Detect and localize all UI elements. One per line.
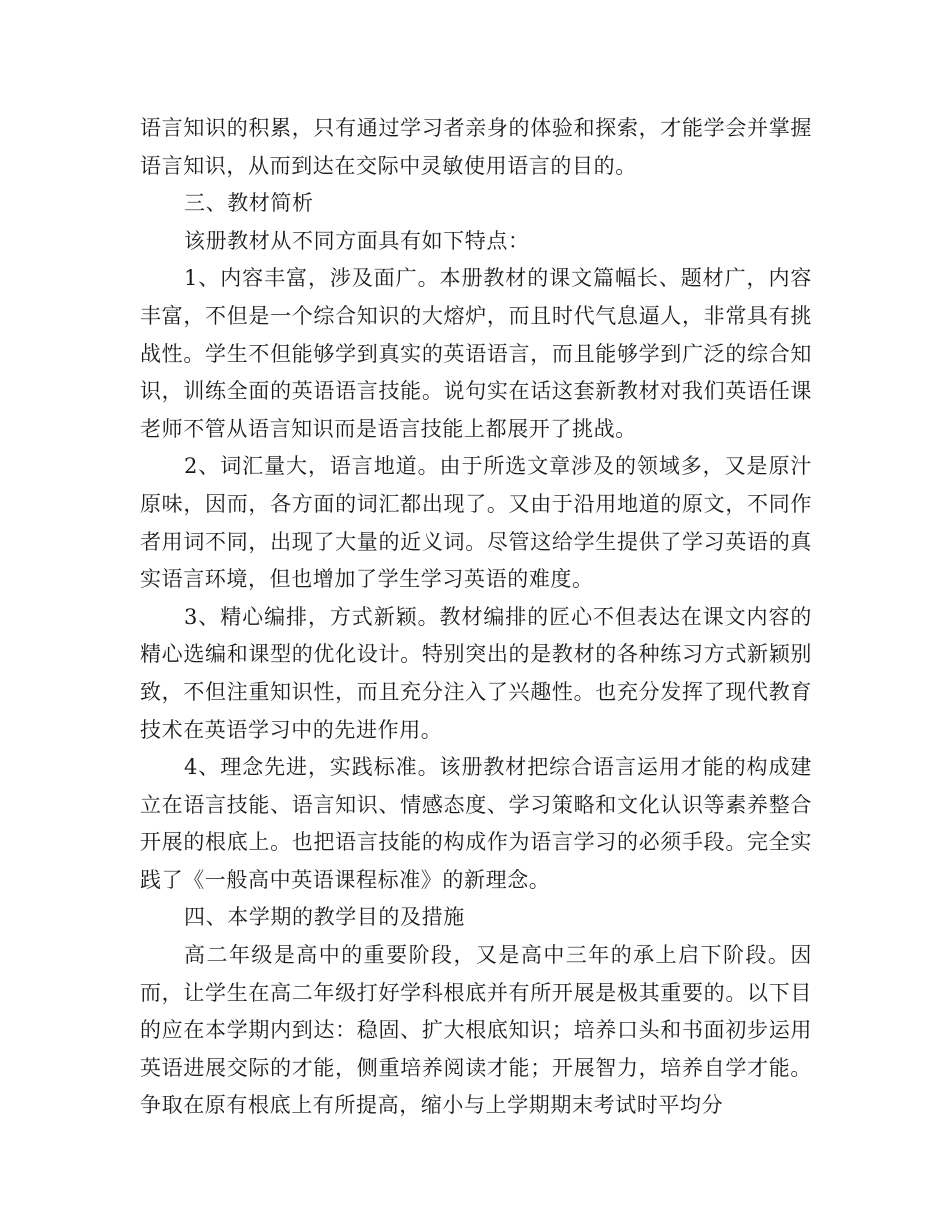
- paragraph-feature-2: 2、词汇量大，语言地道。由于所选文章涉及的领域多，又是原汁原味，因而，各方面的词汇都出现了。又由于沿用地道的原文，不同作者用词不同，出现了大量的近义词。尽管这给学生提供了学习英语的真实语言环境，但也增加了学生学习英语的难度。: [140, 454, 812, 592]
- paragraph-teaching-goals: 高二年级是高中的重要阶段，又是高中三年的承上启下阶段。因而，让学生在高二年级打好学科根底并有所开展是极其重要的。以下目的应在本学期内到达：稳固、扩大根底知识；培养口头和书面初步运用英语进展交际的才能，侧重培养阅读才能；开展智力，培养自学才能。争取在原有根底上有所提高，缩小与上学期期末考试时平均分: [140, 943, 812, 1118]
- document-body: [140, 110, 812, 1125]
- paragraph-feature-1: 1、内容丰富，涉及面广。本册教材的课文篇幅长、题材广，内容丰富，不但是一个综合知识的大熔炉，而且时代气息逼人，非常具有挑战性。学生不但能够学到真实的英语语言，而且能够学到广泛的综合知识，训练全面的英语语言技能。说句实在话这套新教材对我们英语任课老师不管从语言知识而是语言技能上都展开了挑战。: [140, 266, 812, 441]
- paragraph-intro-features: 该册教材从不同方面具有如下特点：: [184, 228, 530, 253]
- paragraph-feature-3: 3、精心编排，方式新颖。教材编排的匠心不但表达在课文内容的精心选编和课型的优化设计。特别突出的是教材的各种练习方式新颖别致，不但注重知识性，而且充分注入了兴趣性。也充分发挥了现代教育技术在英语学习中的先进作用。: [140, 604, 812, 742]
- paragraph-feature-4: 4、理念先进，实践标准。该册教材把综合语言运用才能的构成建立在语言技能、语言知识、情感态度、学习策略和文化认识等素养整合开展的根底上。也把语言技能的构成作为语言学习的必须手段。完全实践了《一般高中英语课程标准》的新理念。: [140, 755, 812, 892]
- section-heading-textbook-analysis: 三、教材简析: [184, 191, 314, 216]
- paragraph-continuation: 语言知识的积累，只有通过学习者亲身的体验和探索，才能学会并掌握语言知识，从而到达在交际中灵敏使用语言的目的。: [140, 116, 812, 178]
- section-heading-teaching-goals: 四、本学期的教学目的及措施: [184, 905, 465, 930]
